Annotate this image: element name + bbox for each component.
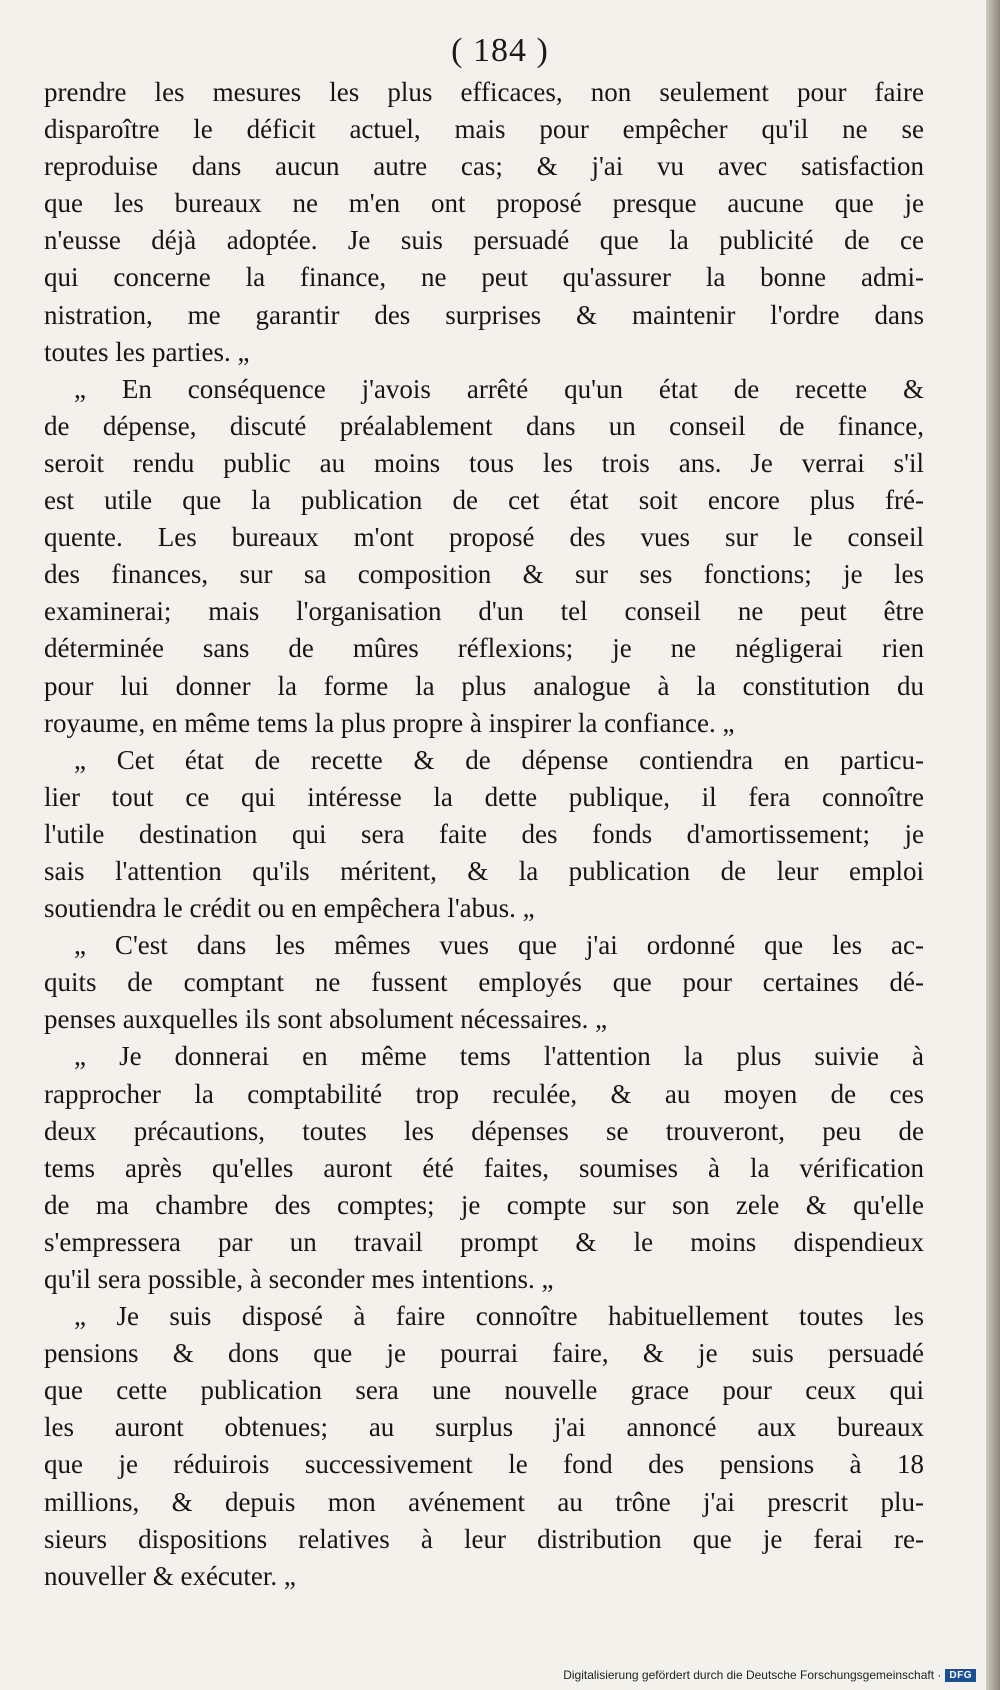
- text-line: que cette publication sera une nouvelle grace pour ceux qui: [44, 1375, 924, 1406]
- text-line: examinerai; mais l'organisation d'un tel conseil ne peut être: [44, 596, 924, 627]
- text-line: sais l'attention qu'ils méritent, & la publication de leur emploi: [44, 855, 924, 886]
- text-line: quits de comptant ne fussent employés que pour certaines dé-: [44, 967, 924, 998]
- text-line: „ En conséquence j'avois arrêté qu'un état de recette &: [74, 373, 924, 404]
- text-line: de dépense, discuté préalablement dans un conseil de finance,: [44, 410, 924, 441]
- digitization-credit-text: Digitalisierung gefördert durch die Deutsche Forschungsgemeinschaft ·: [563, 1668, 942, 1682]
- text-line: royaume, en même tems la plus propre à inspirer la confiance. „: [44, 707, 735, 738]
- paragraph: [44, 927, 924, 1038]
- text-line: qu'il sera possible, à seconder mes intentions. „: [44, 1264, 554, 1294]
- page-number-header: ( 184 ): [451, 32, 549, 69]
- text-line: l'utile destination qui sera faite des fonds d'amortissement; je: [44, 818, 924, 849]
- text-line: des finances, sur sa composition & sur ses fonctions; je les: [44, 559, 924, 590]
- paragraph: [44, 1038, 924, 1298]
- text-line: disparoître le déficit actuel, mais pour empêcher qu'il ne se: [44, 114, 924, 145]
- text-line: les auront obtenues; au surplus j'ai annoncé aux bureaux: [44, 1412, 924, 1443]
- paragraph: [44, 371, 924, 742]
- text-line: „ C'est dans les mêmes vues que j'ai ordonné que les ac-: [74, 930, 924, 961]
- text-line: penses auxquelles ils sont absolument nécessaires. „: [44, 1004, 608, 1035]
- text-line: prendre les mesures les plus efficaces, non seulement pour faire: [44, 77, 924, 107]
- text-line: qui concerne la finance, ne peut qu'assurer la bonne admi-: [44, 262, 924, 293]
- text-line: de ma chambre des comptes; je compte sur son zele & qu'elle: [44, 1189, 924, 1220]
- text-line: soutiendra le crédit ou en empêchera l'abus. „: [44, 893, 535, 924]
- text-line: nouveller & exécuter. „: [44, 1560, 296, 1591]
- text-line: „ Je donnerai en même tems l'attention la plus suivie à: [74, 1041, 924, 1072]
- text-line: deux précautions, toutes les dépenses se trouveront, peu de: [44, 1115, 924, 1146]
- text-line: „ Cet état de recette & de dépense contiendra en particu-: [74, 744, 924, 775]
- paragraph: [44, 74, 924, 371]
- text-line: est utile que la publication de cet état soit encore plus fré-: [44, 485, 924, 516]
- body-text: [44, 74, 924, 1595]
- text-line: reproduise dans aucun autre cas; & j'ai vu avec satisfaction: [44, 151, 924, 182]
- text-line: nistration, me garantir des surprises & maintenir l'ordre dans: [44, 299, 924, 330]
- text-line: n'eusse déjà adoptée. Je suis persuadé que la publicité de ce: [44, 225, 924, 256]
- text-line: rapprocher la comptabilité trop reculée, & au moyen de ces: [44, 1078, 924, 1109]
- text-line: que je réduirois successivement le fond des pensions à 18: [44, 1449, 924, 1480]
- digitization-credit: [563, 1668, 976, 1682]
- text-line: s'empressera par un travail prompt & le moins dispendieux: [44, 1226, 924, 1257]
- text-line: seroit rendu public au moins tous les trois ans. Je verrai s'il: [44, 447, 924, 478]
- text-line: lier tout ce qui intéresse la dette publique, il fera connoître: [44, 781, 924, 812]
- text-line: pour lui donner la forme la plus analogue à la constitution du: [44, 670, 924, 701]
- text-line: quente. Les bureaux m'ont proposé des vues sur le conseil: [44, 522, 924, 553]
- paragraph: [44, 742, 924, 927]
- text-line: „ Je suis disposé à faire connoître habituellement toutes les: [74, 1301, 924, 1332]
- text-line: toutes les parties. „: [44, 336, 250, 367]
- text-line: tems après qu'elles auront été faites, soumises à la vérification: [44, 1152, 924, 1183]
- text-line: pensions & dons que je pourrai faire, & je suis persuadé: [44, 1338, 924, 1369]
- text-line: que les bureaux ne m'en ont proposé presque aucune que je: [44, 188, 924, 219]
- paragraph: [44, 1298, 924, 1595]
- dfg-logo: DFG: [945, 1669, 976, 1682]
- page-binding-edge: [986, 0, 1000, 1690]
- text-line: sieurs dispositions relatives à leur distribution que je ferai re-: [44, 1523, 924, 1554]
- text-line: déterminée sans de mûres réflexions; je ne négligerai rien: [44, 633, 924, 664]
- text-line: millions, & depuis mon avénement au trône j'ai prescrit plu-: [44, 1486, 924, 1517]
